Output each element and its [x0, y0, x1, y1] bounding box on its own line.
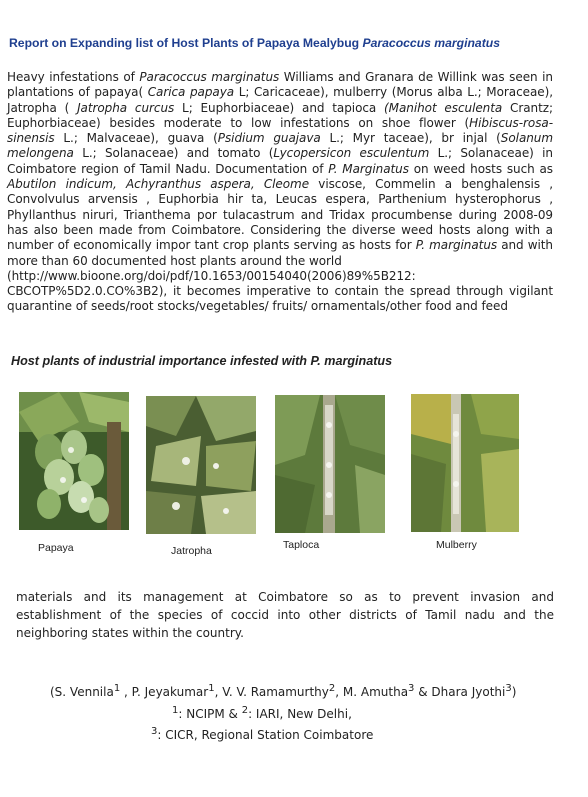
- continuation-paragraph: materials and its management at Coimbatore so as to prevent invasion and establishment of the species of coccid into other districts of Tamil nadu and the neighboring states within the country.: [16, 590, 554, 640]
- mulberry-branch-photo: [411, 394, 519, 532]
- report-title: Report on Expanding list of Host Plants of Papaya Mealybug Paracoccus marginatus: [9, 36, 500, 50]
- tapioca-stem-photo: [275, 395, 385, 533]
- photos-subheading: Host plants of industrial importance infested with P. marginatus: [11, 354, 393, 368]
- title-species: Paracoccus marginatus: [362, 36, 500, 50]
- main-paragraph: Heavy infestations of Paracoccus marginatus Williams and Granara de Willink was seen in plantations of papaya( Carica papaya L; Caricaceae), mulberry (Morus alba L.; Moraceae), Jatropha ( Jatropha curcus L; Euphorbiaceae) and tapioca (Manihot esculenta Crantz; Euphorbiaceae) besides moderate to low infestations on shoe flower (Hibiscus-rosa-sinensis L.; Malvaceae), guava (Psidium guajava L.; Myr taceae), br injal (Solanum melongena L.; Solanaceae) and tomato (Lycopersicon esculentum L.; Solanaceae) in Coimbatore region of Tamil Nadu. Documentation of P. Marginatus on weed hosts such as Abutilon indicum, Achyranthus aspera, Cleome viscose, Commelin a benghalensis , Convolvulus arvensis , Euphorbia hir ta, Leucas espera, Parthenium hysterophorus , Phyllanthus niruri, Trianthema por tulacastrum and Tridax procumbense during 2008-09 has also been made from Coimbatore. Considering the diverse weed hosts along with a number of economically impor tant crop plants serving as hosts for P. marginatus and with more than 60 documented host plants around the world (http://www.bioone.org/doi/pdf/10.1653/00154040(2006)89%5B212: CBCOTP%5D2.0.CO%3B2), it becomes imperative to contain the spread through vigilant quarantine of seeds/root stocks/vegetables/ fruits/ ornamentals/other food and feed: [7, 70, 554, 314]
- photo-caption-mulberry: Mulberry: [436, 539, 477, 551]
- author-list: (S. Vennila$^1$ , P. Jeyakumar$^1$, V. V. Ramamurthy$^2$, M. Amutha$^3$ & Dhara Jyothi$^3$): [50, 683, 517, 699]
- photo-caption-jatropha: Jatropha: [171, 545, 212, 557]
- photo-caption-papaya: Papaya: [38, 542, 74, 554]
- reference-url: (http://www.bioone.org/doi/pdf/10.1653/00154040(2006)89%5B212:: [7, 268, 416, 283]
- jatropha-leaves-photo: [146, 396, 256, 534]
- affiliation-line-2: $^3$: CICR, Regional Station Coimbatore: [151, 726, 374, 742]
- papaya-fruit-cluster-photo: [19, 392, 129, 530]
- affiliation-line-1: $^1$: NCIPM & $^2$: IARI, New Delhi,: [172, 705, 352, 721]
- photo-caption-tapioca: Taploca: [283, 539, 320, 551]
